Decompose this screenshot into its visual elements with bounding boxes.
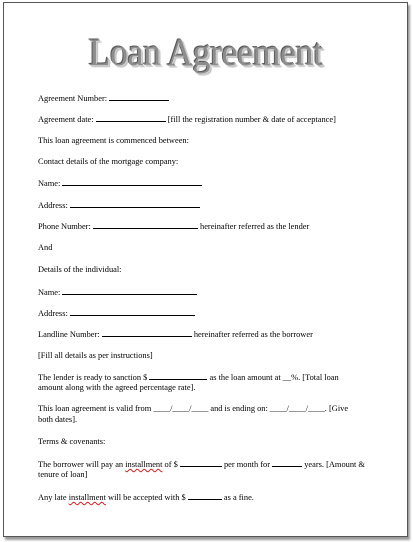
lender-address-row — [38, 200, 200, 211]
agreement-number-field[interactable] — [109, 93, 169, 101]
borrower-name-field[interactable] — [62, 287, 197, 295]
pay-word: installment — [125, 460, 163, 469]
lender-phone-field[interactable] — [93, 221, 198, 229]
installment-amount-field[interactable] — [180, 459, 222, 467]
individual-details-label: Details of the individual: — [38, 265, 122, 274]
and-text: And — [38, 243, 53, 252]
valid-text-a: This loan agreement is valid from ____/____/____ and is ending on: ____/____/____. [Give — [38, 404, 349, 413]
document-title: Loan Agreement — [88, 30, 323, 74]
pay-text-d: years. [Amount & — [304, 460, 365, 469]
late-text-c: as a fine. — [223, 493, 254, 502]
sanction-row — [38, 372, 339, 383]
fine-amount-field[interactable] — [188, 492, 222, 500]
borrower-address-row — [38, 308, 195, 319]
lender-name-label: Name: — [38, 179, 61, 188]
pay-row — [38, 459, 365, 470]
borrower-landline-row — [38, 329, 313, 340]
borrower-landline-field[interactable] — [102, 329, 192, 337]
lender-address-label: Address: — [38, 201, 68, 210]
borrower-landline-label: Landline Number: — [38, 330, 100, 339]
late-text-b: will be accepted with $ — [108, 493, 186, 502]
agreement-date-row — [38, 114, 336, 125]
contact-details-label: Contact details of the mortgage company: — [38, 157, 179, 166]
late-text-a: Any late — [38, 493, 67, 502]
lender-reference: hereinafter referred as the lender — [200, 222, 310, 231]
lender-name-field[interactable] — [62, 178, 202, 186]
lender-name-row — [38, 178, 202, 189]
sanction-amount-field[interactable] — [149, 372, 207, 380]
sanction-text-c: amount along with the agreed percentage rate]. — [38, 383, 196, 392]
lender-phone-row — [38, 221, 309, 232]
pay-text-b: of $ — [164, 460, 178, 469]
agreement-date-note: [fill the registration number & date of acceptance] — [167, 115, 336, 124]
commenced-text: This loan agreement is commenced between: — [38, 136, 189, 145]
sanction-text-b: as the loan amount at __%. [Total loan — [209, 373, 339, 382]
borrower-reference: hereinafter referred as the borrower — [193, 330, 313, 339]
pay-text-c: per month for — [223, 460, 271, 469]
agreement-date-field[interactable] — [96, 114, 166, 122]
lender-phone-label: Phone Number: — [38, 222, 91, 231]
borrower-address-field[interactable] — [70, 308, 195, 316]
borrower-name-label: Name: — [38, 288, 61, 297]
sanction-text-a: The lender is ready to sanction $ — [38, 373, 148, 382]
lender-address-field[interactable] — [70, 200, 200, 208]
borrower-address-label: Address: — [38, 309, 68, 318]
late-word: installment — [68, 493, 106, 502]
borrower-name-row — [38, 287, 197, 298]
loan-years-field[interactable] — [272, 459, 302, 467]
agreement-date-label: Agreement date: — [38, 115, 94, 124]
pay-text-e: tenure of loan] — [38, 470, 88, 479]
agreement-number-row — [38, 93, 169, 104]
pay-text-a: The borrower will pay an — [38, 460, 124, 469]
late-row — [38, 492, 254, 503]
instructions-note: [Fill all details as per instructions] — [38, 351, 153, 360]
document-page — [3, 2, 408, 537]
terms-label: Terms & covenants: — [38, 437, 106, 446]
valid-text-b: both dates]. — [38, 415, 78, 424]
agreement-number-label: Agreement Number: — [38, 94, 108, 103]
